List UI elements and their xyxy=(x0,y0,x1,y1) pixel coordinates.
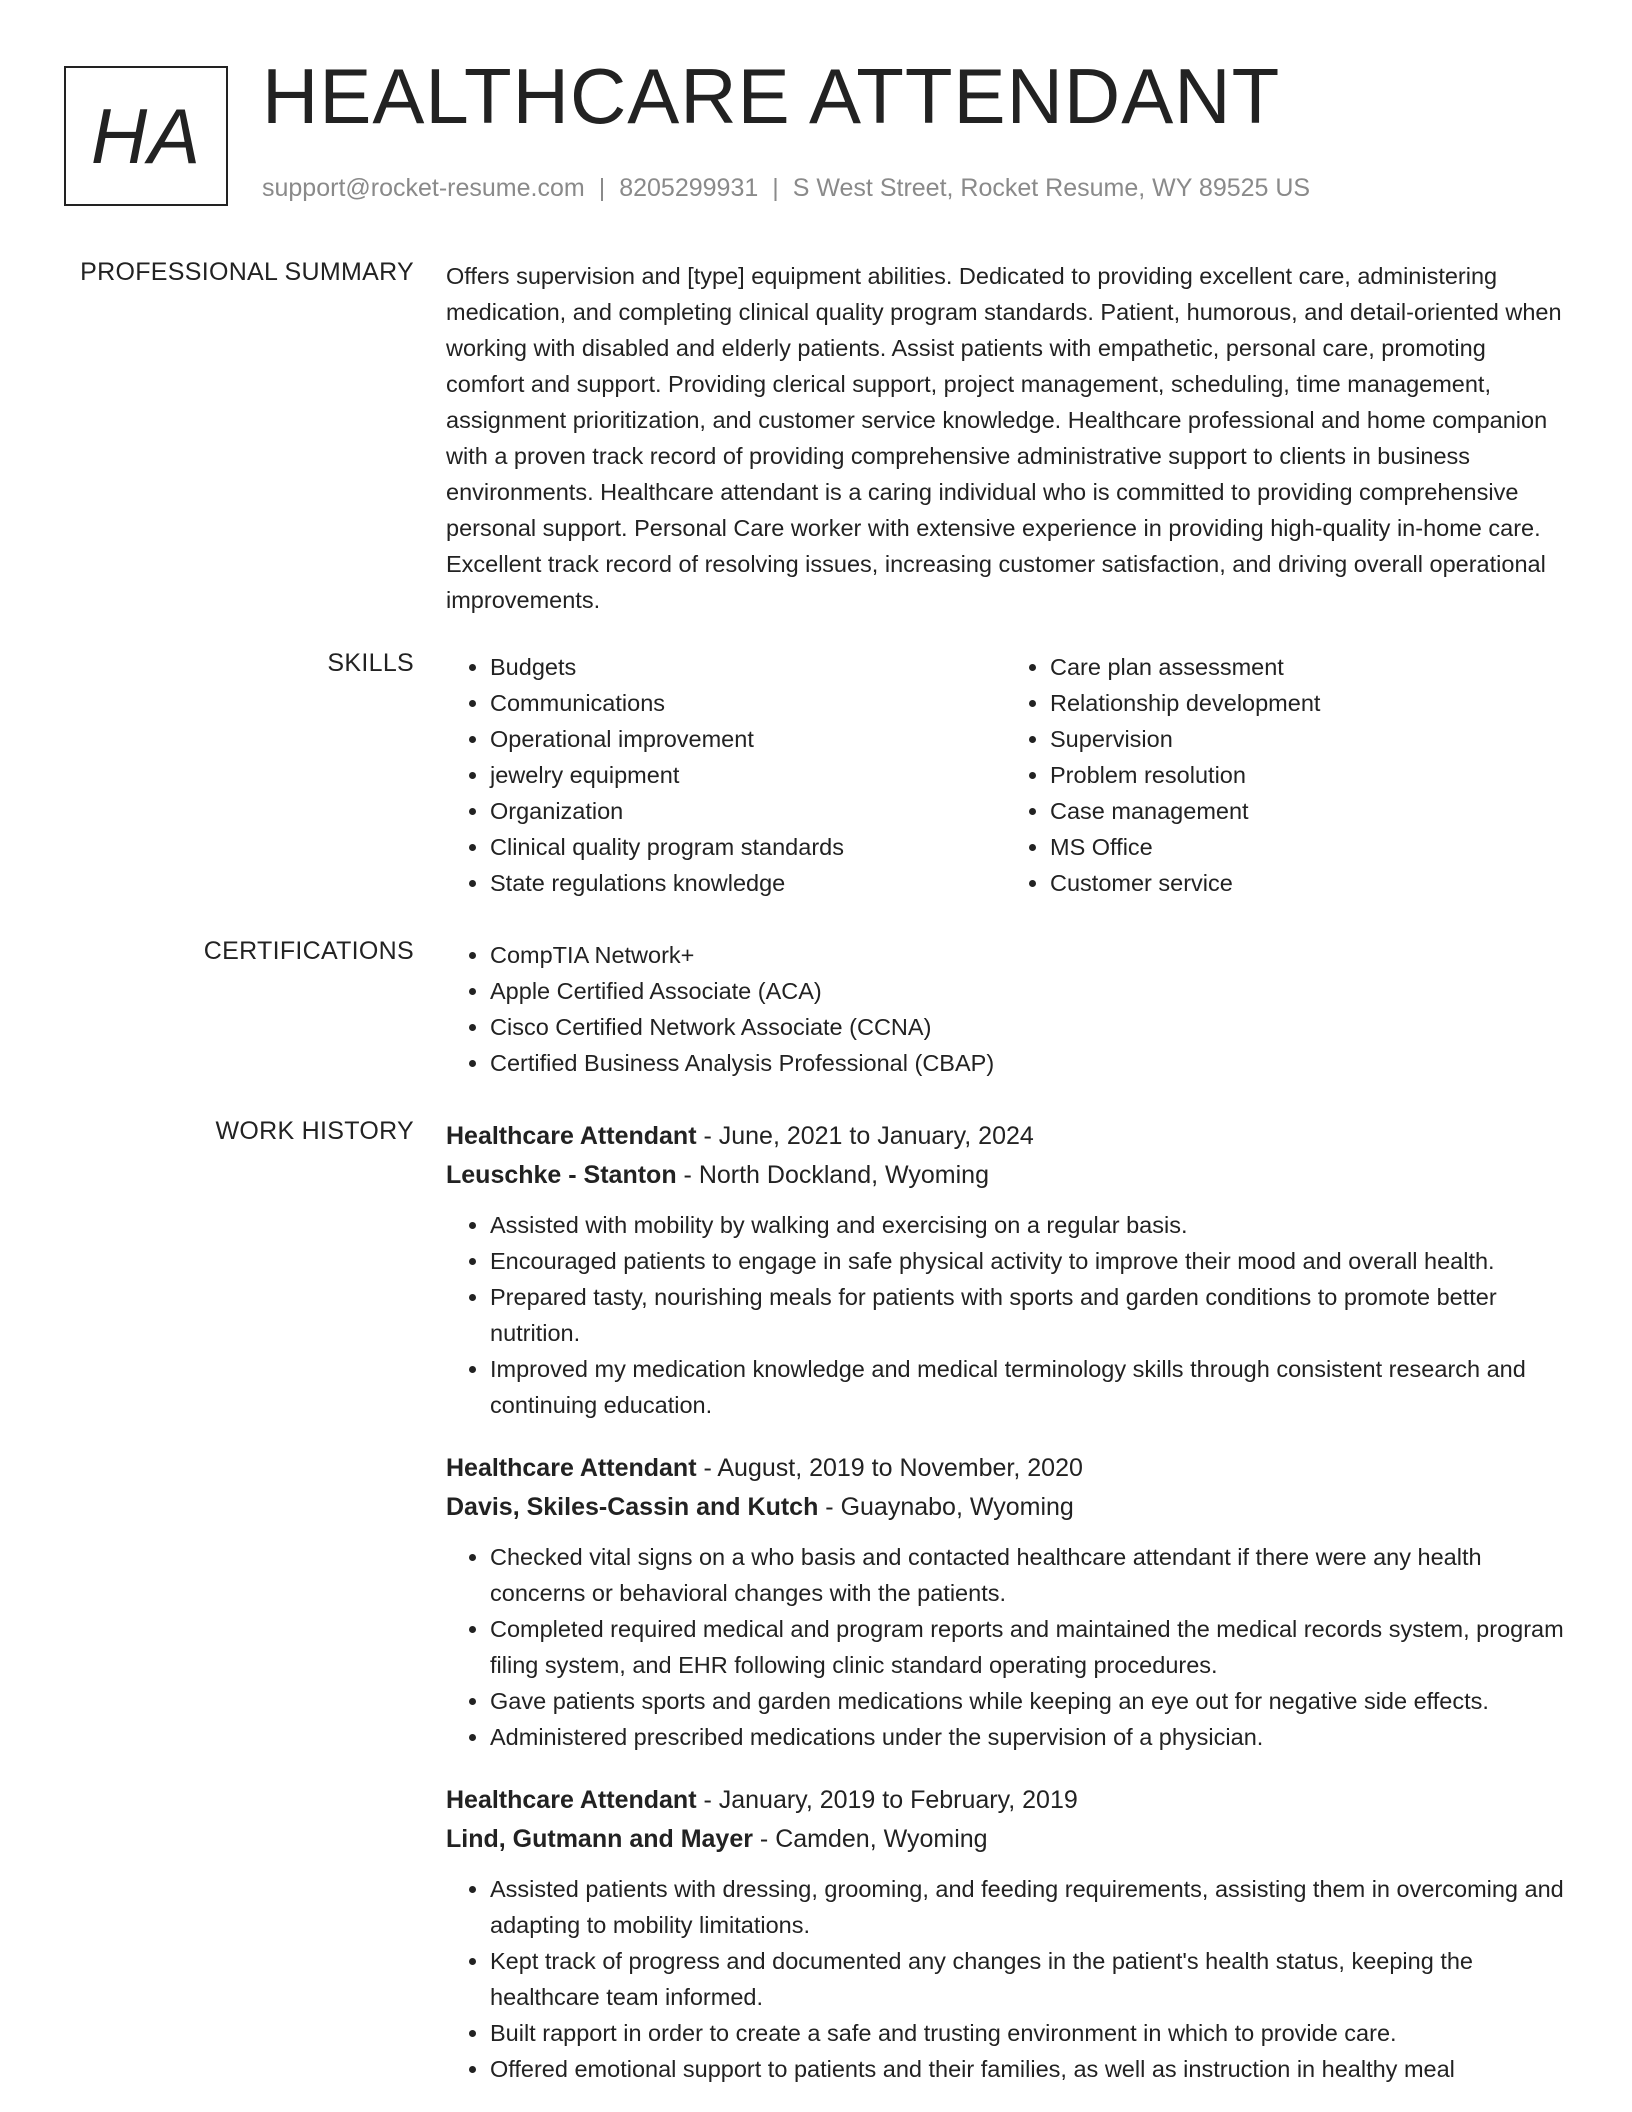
job-dash: - xyxy=(676,1161,699,1189)
skill-item: • MS Office xyxy=(1050,829,1566,865)
skill-item: • Customer service xyxy=(1050,865,1566,901)
contact-separator: | xyxy=(772,174,779,202)
job-dash: - xyxy=(818,1493,841,1521)
job-location: Guaynabo, Wyoming xyxy=(840,1493,1074,1521)
job-company-line xyxy=(446,1820,1566,1859)
job-dash: - xyxy=(696,1786,719,1814)
job-location: Camden, Wyoming xyxy=(775,1825,988,1853)
job-company: Leuschke - Stanton xyxy=(446,1161,677,1189)
certification-item: • CompTIA Network+ xyxy=(490,937,1566,973)
section-label-skills: SKILLS xyxy=(327,649,414,677)
skill-item: • Organization xyxy=(490,793,1006,829)
skill-item: • Operational improvement xyxy=(490,721,1006,757)
skills-list-right xyxy=(1006,649,1566,901)
job-bullet: • Prepared tasty, nourishing meals for patients with sports and garden conditions to promote better nutrition. xyxy=(490,1279,1566,1351)
certification-item: • Apple Certified Associate (ACA) xyxy=(490,973,1566,1009)
job-bullets xyxy=(446,1207,1566,1423)
section-label-work-history: WORK HISTORY xyxy=(215,1117,414,1145)
job-title: Healthcare Attendant xyxy=(446,1786,697,1814)
job-bullet: • Offered emotional support to patients and their families, as well as instruction in healthy meal xyxy=(490,2051,1566,2087)
certifications-list xyxy=(446,937,1566,1081)
job-bullet: • Gave patients sports and garden medications while keeping an eye out for negative side effects. xyxy=(490,1683,1566,1719)
job-dates: January, 2019 to February, 2019 xyxy=(718,1786,1078,1814)
skill-item: • Communications xyxy=(490,685,1006,721)
job-title: Healthcare Attendant xyxy=(446,1122,697,1150)
skill-item: • Problem resolution xyxy=(1050,757,1566,793)
job-bullet: • Assisted patients with dressing, grooming, and feeding requirements, assisting them in overcoming and adapting to mobility limitations. xyxy=(490,1871,1566,1943)
job-bullets xyxy=(446,1539,1566,1755)
certifications-body xyxy=(446,937,1566,1081)
summary-body xyxy=(446,258,1566,618)
skills-body xyxy=(446,649,1566,901)
job-entry xyxy=(446,1781,1566,2087)
job-bullet: • Administered prescribed medications under the supervision of a physician. xyxy=(490,1719,1566,1755)
job-bullet: • Checked vital signs on a who basis and contacted healthcare attendant if there were any health concerns or behavioral changes with the patients. xyxy=(490,1539,1566,1611)
skill-item: • Care plan assessment xyxy=(1050,649,1566,685)
job-bullet: • Encouraged patients to engage in safe physical activity to improve their mood and overall health. xyxy=(490,1243,1566,1279)
skill-item: • Supervision xyxy=(1050,721,1566,757)
skill-item: • Budgets xyxy=(490,649,1006,685)
job-title-line xyxy=(446,1781,1566,1820)
contact-phone[interactable]: 8205299931 xyxy=(619,174,759,202)
skill-item: • Case management xyxy=(1050,793,1566,829)
job-title-line xyxy=(446,1449,1566,1488)
job-company-line xyxy=(446,1488,1566,1527)
contact-email[interactable]: support@rocket-resume.com xyxy=(262,174,585,202)
job-bullets xyxy=(446,1871,1566,2087)
job-title: Healthcare Attendant xyxy=(446,1454,697,1482)
contact-address: S West Street, Rocket Resume, WY 89525 US xyxy=(792,174,1311,202)
skills-list-left xyxy=(446,649,1006,901)
job-dates: August, 2019 to November, 2020 xyxy=(717,1454,1083,1482)
skill-item: • jewelry equipment xyxy=(490,757,1006,793)
job-dash: - xyxy=(752,1825,776,1853)
skill-item: • Clinical quality program standards xyxy=(490,829,1006,865)
job-bullet: • Completed required medical and program reports and maintained the medical records system, program filing system, and EHR following clinic standard operating procedures. xyxy=(490,1611,1566,1683)
job-entry xyxy=(446,1449,1566,1755)
work-history-body xyxy=(446,1117,1566,2112)
section-label-certifications: CERTIFICATIONS xyxy=(203,937,414,965)
job-dash: - xyxy=(696,1454,718,1482)
resume-name: HEALTHCARE ATTENDANT xyxy=(262,52,1281,140)
contact-separator: | xyxy=(598,174,606,202)
job-company: Davis, Skiles-Cassin and Kutch xyxy=(446,1493,819,1521)
certification-item: • Cisco Certified Network Associate (CCNA) xyxy=(490,1009,1566,1045)
section-label-summary: PROFESSIONAL SUMMARY xyxy=(80,258,414,286)
job-title-line xyxy=(446,1117,1566,1156)
job-dash: - xyxy=(696,1122,719,1150)
job-bullet: • Improved my medication knowledge and medical terminology skills through consistent research and continuing education. xyxy=(490,1351,1566,1423)
certification-item: • Certified Business Analysis Professional (CBAP) xyxy=(490,1045,1566,1081)
job-dates: June, 2021 to January, 2024 xyxy=(718,1122,1034,1150)
job-bullet: • Assisted with mobility by walking and exercising on a regular basis. xyxy=(490,1207,1566,1243)
job-location: North Dockland, Wyoming xyxy=(698,1161,989,1189)
job-bullet: • Built rapport in order to create a safe and trusting environment in which to provide care. xyxy=(490,2015,1566,2051)
job-company: Lind, Gutmann and Mayer xyxy=(446,1825,753,1853)
monogram-logo: HA xyxy=(64,66,228,206)
contact-line xyxy=(262,174,1310,203)
job-entry xyxy=(446,1117,1566,1423)
job-bullet: • Kept track of progress and documented any changes in the patient's health status, keeping the healthcare team informed. xyxy=(490,1943,1566,2015)
summary-text: Offers supervision and [type] equipment abilities. Dedicated to providing excellent care, administering medication, and completing clinical quality program standards. Patient, humorous, and detail-oriented when working with disabled and elderly patients. Assist patients with empathetic, personal care, promoting comfort and support. Providing clerical support, project management, scheduling, time management, assignment prioritization, and customer service knowledge. Healthcare professional and home companion with a proven track record of providing comprehensive administrative support to clients in business environments. Healthcare attendant is a caring individual who is committed to providing comprehensive personal support. Personal Care worker with extensive experience in providing high-quality in-home care. Excellent track record of resolving issues, increasing customer satisfaction, and driving overall operational improvements. xyxy=(446,263,1562,613)
job-company-line xyxy=(446,1156,1566,1195)
skill-item: • Relationship development xyxy=(1050,685,1566,721)
skill-item: • State regulations knowledge xyxy=(490,865,1006,901)
